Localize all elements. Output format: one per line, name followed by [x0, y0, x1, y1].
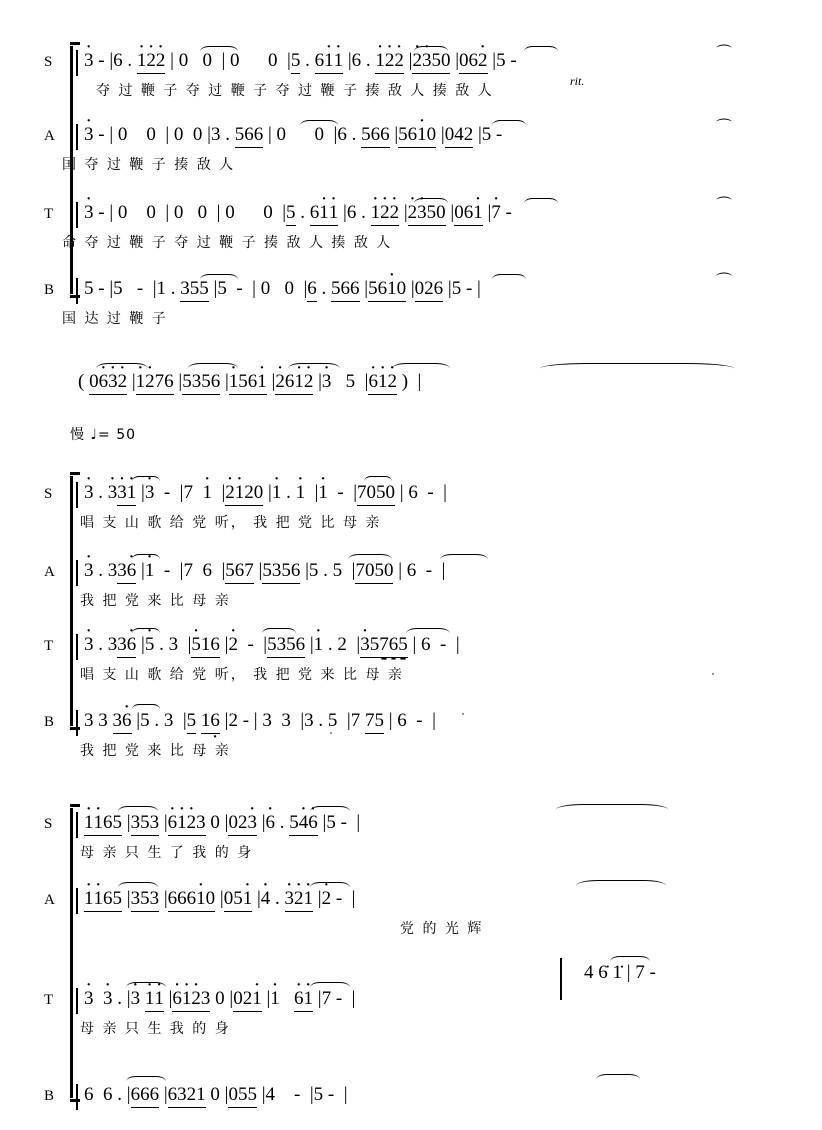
- slur: [118, 882, 158, 893]
- barline: [76, 560, 78, 586]
- notes-line: · 3 - |6 . · 1· 2· 2 | 0 0 | 0 0 |5 . 6· 1· 1 |6 . · 1· 2· 2 |· 2· 350 |06· 2 |5 -: [84, 50, 814, 80]
- slur: [596, 1074, 640, 1085]
- slur: [126, 1076, 166, 1087]
- voice-alto: [0, 886, 822, 950]
- notes-line-upper: 4 6̇ 1̇ | 7 -: [584, 962, 656, 983]
- slur: [492, 120, 526, 131]
- slur: [132, 704, 160, 715]
- slur: [556, 804, 668, 815]
- notes-line: · 3 . 33· 6 |· 5 . 3 |· 516 |· 2 - |5356 |· 1 . 2 |· 35765 | 6 - |: [84, 634, 814, 664]
- notes-line: · 3 · 3 . |· 3 · 1· 1 |· 6· 1· 23 0 |02· 1 |· 1 · 6· 1 |7 - |: [84, 988, 814, 1018]
- lyrics-line: 唱 支 山 歌 给 党 听， 我 把 党 来 比 母 亲: [80, 667, 404, 683]
- part-label-s: S: [44, 486, 53, 502]
- notes-line: · 3 . 33· 6 |· 1 - |7 6 |567 |5356 |5 . 5 |7050 | 6 - |: [84, 560, 814, 590]
- part-label-a: A: [44, 564, 55, 580]
- barline: [76, 888, 78, 914]
- part-label-t: T: [44, 206, 54, 222]
- voice-soprano: [0, 45, 822, 112]
- notes-line: · 1· 165 |353 |· 6· 1· 23 0 |02· 3 |· 6 . 5· 4· 6 |5 - |: [84, 812, 814, 842]
- part-label-b: B: [44, 1088, 55, 1104]
- voice-bass: [0, 273, 822, 340]
- lyrics-line: 党 的 光 辉: [400, 921, 484, 937]
- fermata-icon: ⌒: [716, 119, 733, 136]
- slur: [524, 46, 558, 57]
- barline: [76, 124, 78, 150]
- barline: [76, 988, 78, 1014]
- lyrics-line: 夺 过 鞭 子 夺 过 鞭 子 夺 过 鞭 子 揍 敌 人 揍 敌 人: [96, 83, 494, 99]
- slur: [118, 806, 158, 817]
- lyrics-line: 母 亲 只 生 了 我 的 身: [80, 845, 254, 861]
- lyrics-line: 母 亲 只 生 我 的 身: [80, 1021, 231, 1037]
- fermata-icon: ⌒: [716, 273, 733, 290]
- slur: [440, 554, 488, 565]
- voice-tenor: [0, 632, 822, 696]
- notes-line: · 3 . · 3· 3· 1 |· 3 - |7 · 1 |· 2· 120 |· 1 . · 1 |· 1 - |7050 | 6 - |: [84, 482, 814, 512]
- system-1: [0, 38, 822, 327]
- part-label-a: A: [44, 128, 55, 144]
- voice-alto: [0, 558, 822, 622]
- slur: [524, 198, 558, 209]
- part-label-t: T: [44, 638, 54, 654]
- slur: [492, 274, 526, 285]
- part-label-a: A: [44, 892, 55, 908]
- part-label-b: B: [44, 714, 55, 730]
- voice-bass: [0, 1066, 822, 1130]
- barline: [76, 634, 78, 660]
- barline: [76, 710, 78, 736]
- system-3: [0, 800, 822, 1105]
- voice-soprano: [0, 480, 822, 544]
- slur: [300, 120, 338, 131]
- slur: [310, 982, 350, 993]
- fermata-icon: ⌒: [716, 197, 733, 214]
- slur: [132, 554, 160, 565]
- slur: [126, 982, 166, 993]
- barline: [76, 812, 78, 838]
- lyrics-line: 我 把 党 来 比 母 亲: [80, 593, 231, 609]
- slur: [310, 882, 350, 893]
- barline: [76, 482, 78, 508]
- barline: [560, 958, 562, 1000]
- voice-tenor: [0, 962, 822, 1037]
- part-label-s: S: [44, 816, 53, 832]
- lyrics-line: 我 把 党 来 比 母 亲: [80, 743, 231, 759]
- interlude-notes: ( 0· 6· 3· 2 |· 1· 276 |5356 |· 156· 1 |· 26· 1· 2 |· 3 5 |· 6· 1· 2 ) |: [78, 371, 421, 395]
- slur: [132, 628, 160, 639]
- notes-line: 3 3 3· 6 |5 . 3 |5 16 · |2 - | 3 3 |3 . 5 |7 75 | 6 - |: [84, 710, 814, 740]
- lyrics-line: 国 达 过 鞭 子: [62, 311, 168, 327]
- slur: [392, 363, 450, 374]
- notes-line: · 3 - | 0 0 | 0 0 | 0 0 |5 . 6· 1· 1 |6 . · 1· 2· 2 |· 2· 350 |06· 1 |· 7 -: [84, 202, 814, 232]
- slur: [132, 476, 160, 487]
- ink-speck: [330, 732, 332, 734]
- slur: [540, 363, 734, 374]
- notes-line: · 1· 165 |353 |666· 10 |05· 1 |· 4 . · 3· 2· 1 |· 2 - |: [84, 888, 814, 918]
- slur: [364, 476, 392, 487]
- voice-alto: [0, 119, 822, 186]
- system-2: [0, 420, 822, 759]
- interlude-system: [0, 355, 822, 405]
- slur: [96, 363, 148, 374]
- slur: [188, 363, 238, 374]
- slur: [348, 554, 392, 565]
- part-label-s: S: [44, 54, 53, 70]
- tempo-mark: 慢 ♩= 50: [70, 427, 137, 443]
- slur: [200, 274, 238, 285]
- slur: [310, 806, 350, 817]
- lyrics-line: 命 夺 过 鞭 子 夺 过 鞭 子 揍 敌 人 揍 敌 人: [62, 235, 393, 251]
- part-label-b: B: [44, 282, 55, 298]
- lyrics-line: 国 夺 过 鞭 子 揍 敌 人: [62, 157, 236, 173]
- slur: [414, 198, 448, 209]
- notes-line: 5 - |5 - |1 . 355 |5 - | 0 0 |6 . 566 |56· 10 |026 |5 - |: [84, 278, 814, 308]
- notes-line: 6 6 . |666 |6321 0 |055 |4 - |5 - |: [84, 1084, 814, 1114]
- slur: [406, 628, 450, 639]
- barline: [76, 278, 78, 304]
- slur: [610, 956, 650, 967]
- lyrics-line: 唱 支 山 歌 给 党 听， 我 把 党 比 母 亲: [80, 515, 382, 531]
- voice-bass: [0, 708, 822, 772]
- voice-tenor: [0, 197, 822, 264]
- voice-soprano: [0, 810, 822, 874]
- slur: [288, 363, 340, 374]
- slur: [262, 628, 296, 639]
- barline: [76, 50, 78, 76]
- fermata-icon: ⌒: [716, 45, 733, 62]
- slur: [200, 46, 238, 57]
- barline: [76, 202, 78, 228]
- notes-line: · 3 - | 0 0 | 0 0 |3 . 566 | 0 0 |6 . 566 |56· 10 |042 |5 -: [84, 124, 814, 154]
- slur: [576, 880, 666, 891]
- part-label-t: T: [44, 992, 54, 1008]
- tempo-rit: rit.: [570, 74, 585, 88]
- slur: [414, 46, 448, 57]
- barline: [76, 1084, 78, 1110]
